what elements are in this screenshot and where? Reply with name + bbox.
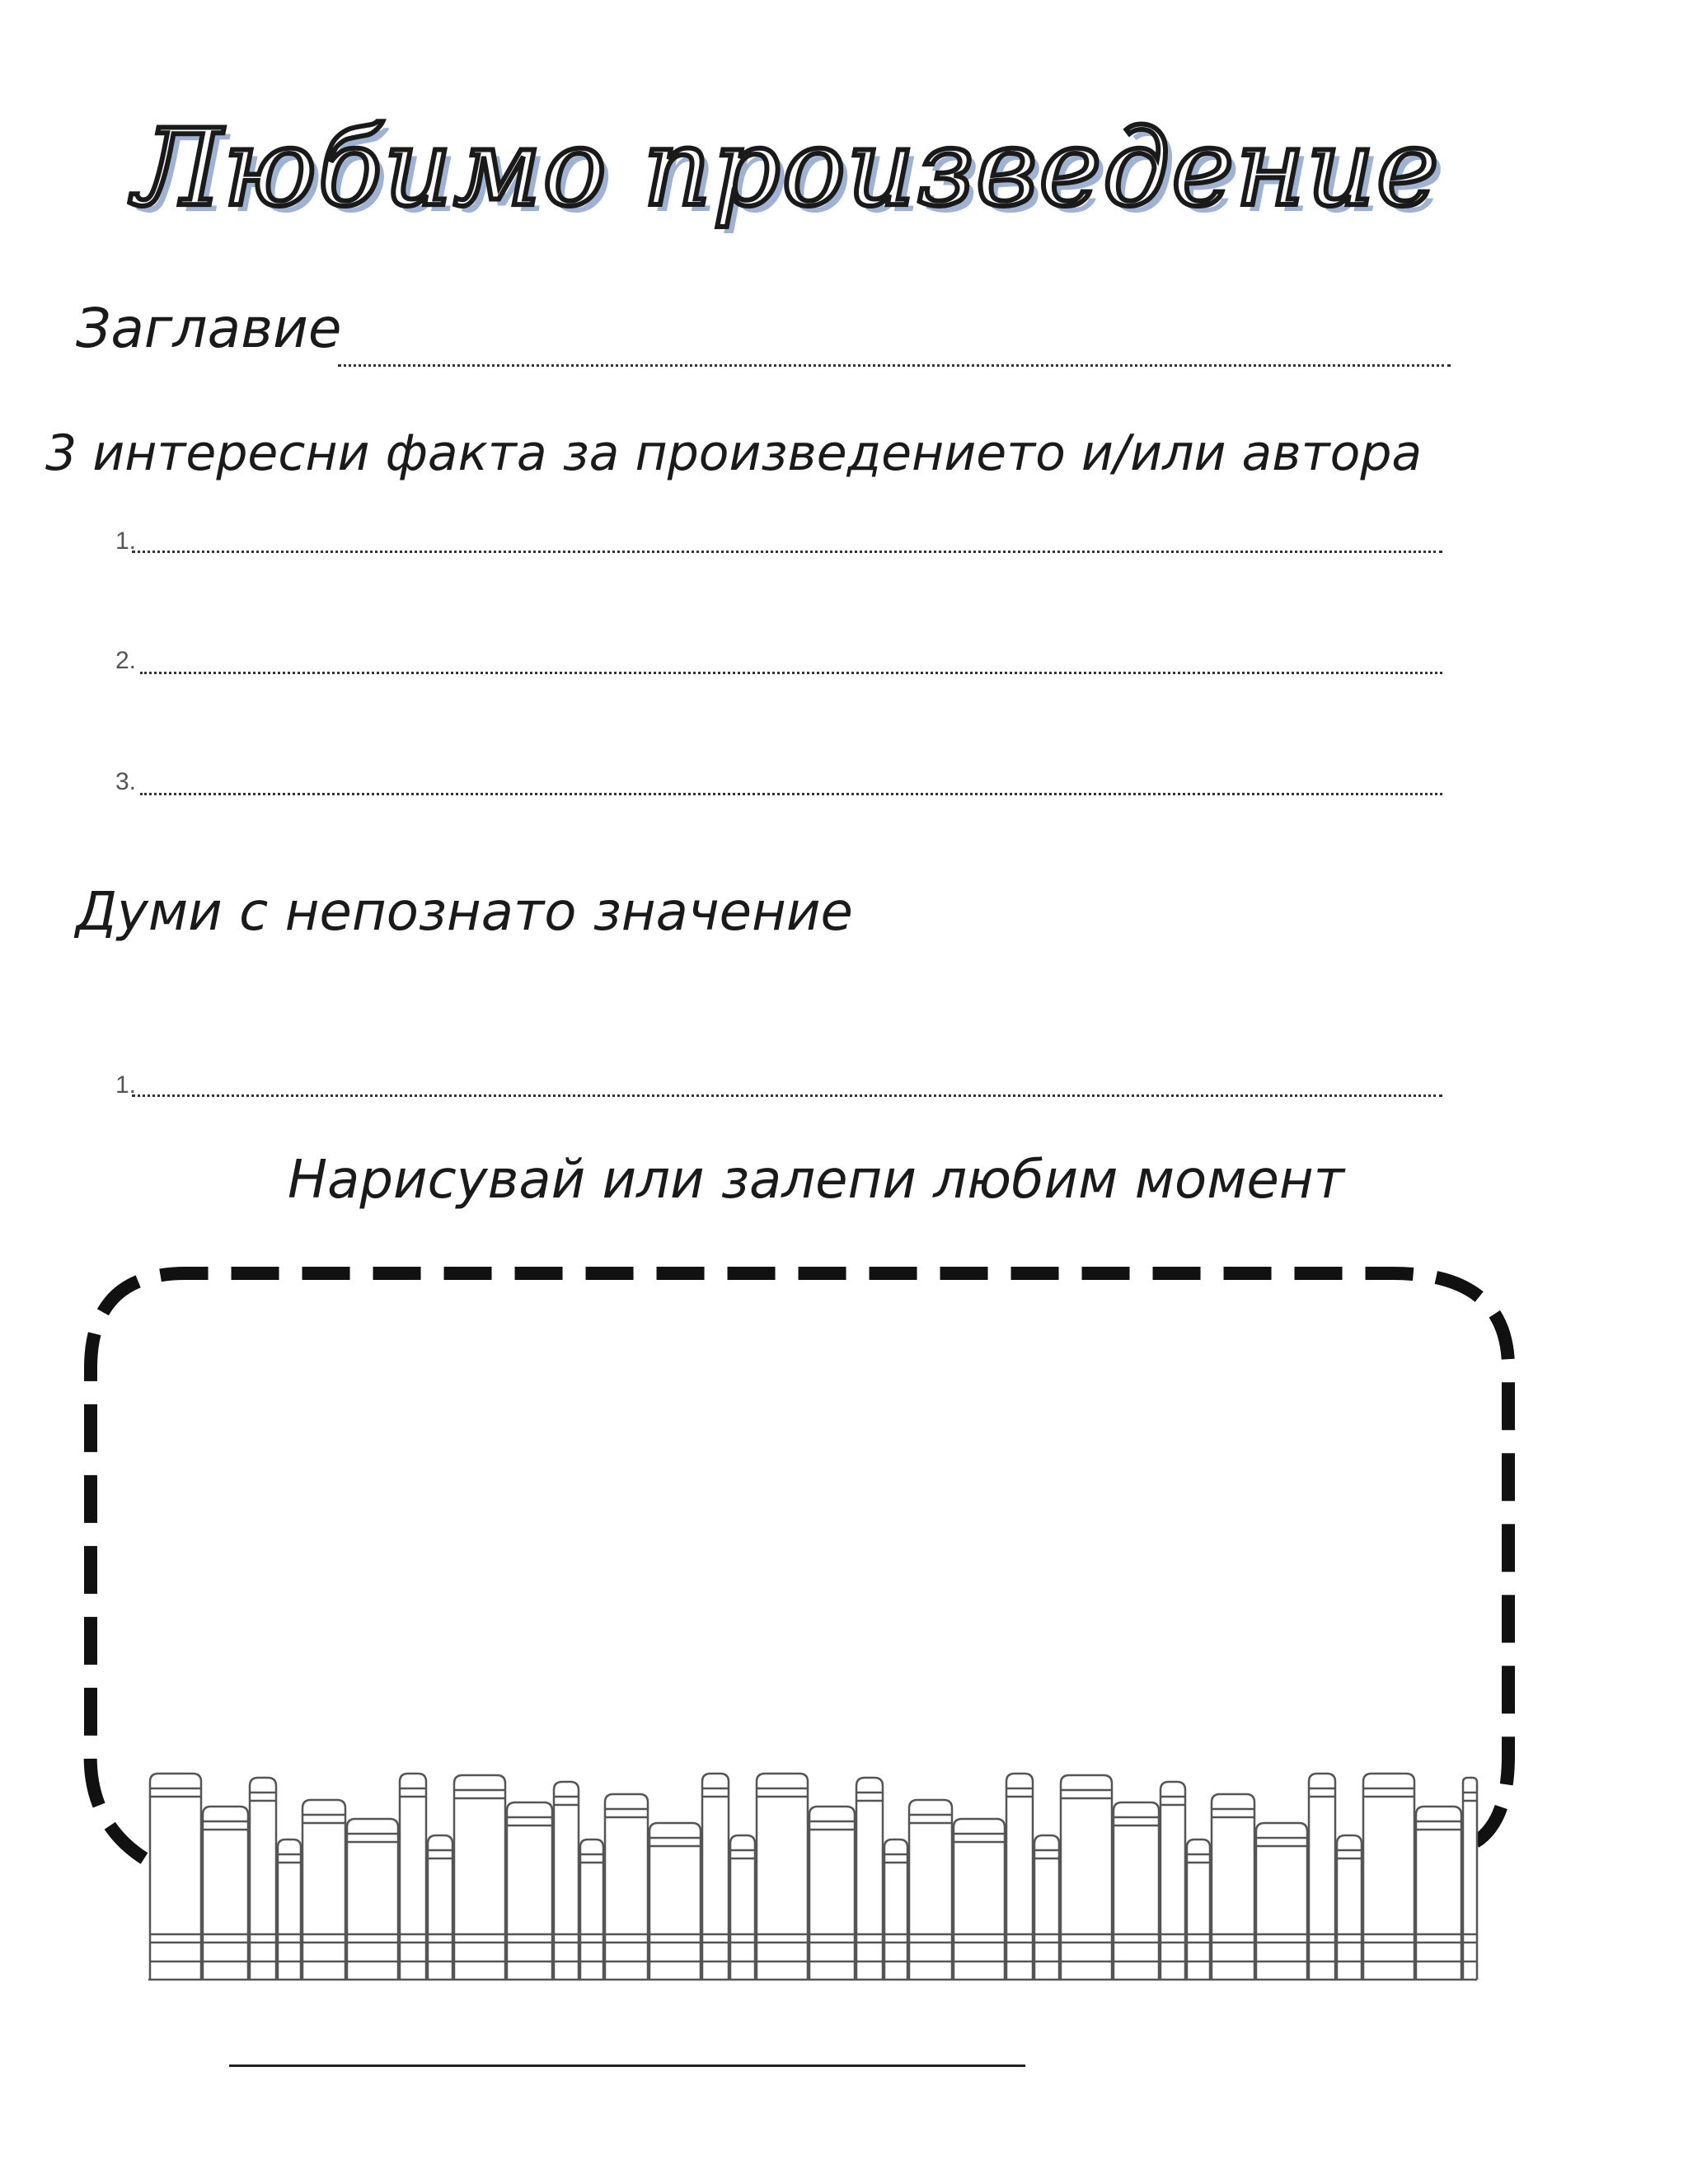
book-spine (1363, 1774, 1414, 1980)
book-spine (1006, 1774, 1033, 1980)
book-spine (203, 1807, 248, 1980)
book-spine (909, 1800, 952, 1980)
word-number: 1. (115, 1071, 137, 1099)
book-spine (730, 1835, 755, 1980)
book-spine (1309, 1774, 1335, 1980)
dashed-border (91, 1273, 1508, 1858)
book-spine (1212, 1794, 1254, 1980)
book-spine (884, 1840, 907, 1980)
book-spine (428, 1835, 452, 1980)
book-spine (1114, 1802, 1159, 1980)
book-spine (702, 1774, 729, 1980)
fact-number: 2. (115, 647, 137, 674)
book-spine (250, 1778, 276, 1980)
drawing-label: Нарисувай или залепи любим момент (288, 1150, 1344, 1211)
fact-number: 3. (115, 768, 137, 795)
name-line[interactable] (229, 2064, 1025, 2067)
book-spine (454, 1775, 505, 1980)
book-spine (856, 1778, 883, 1980)
book-spine (302, 1800, 345, 1980)
book-spine (954, 1819, 1005, 1980)
bookshelf-illustration (148, 1774, 1477, 1980)
book-spine (1416, 1807, 1461, 1980)
book-spine (554, 1782, 579, 1980)
book-spine (1034, 1835, 1059, 1980)
book-spine (347, 1819, 398, 1980)
book-spine (580, 1840, 603, 1980)
book-spine (278, 1840, 301, 1980)
facts-label: 3 интересни факта за произведението и/или автора (45, 424, 1423, 482)
book-spine (1463, 1778, 1477, 1980)
book-spine (1337, 1835, 1362, 1980)
book-spine (1256, 1823, 1307, 1980)
book-spine (507, 1802, 552, 1980)
book-spine (809, 1807, 855, 1980)
fact-number: 1. (115, 527, 137, 555)
title-field-label: Заглавие (76, 297, 342, 360)
book-spine (1061, 1775, 1112, 1980)
book-spine (1160, 1782, 1185, 1980)
book-spine (649, 1823, 701, 1980)
book-spine (757, 1774, 808, 1980)
book-spine (400, 1774, 426, 1980)
book-spine (1187, 1840, 1210, 1980)
page-title: Любимо произведение (134, 107, 1441, 230)
unknown-words-label: Думи с непознато значение (76, 882, 853, 943)
book-spine (605, 1794, 648, 1980)
book-spine (150, 1774, 201, 1980)
